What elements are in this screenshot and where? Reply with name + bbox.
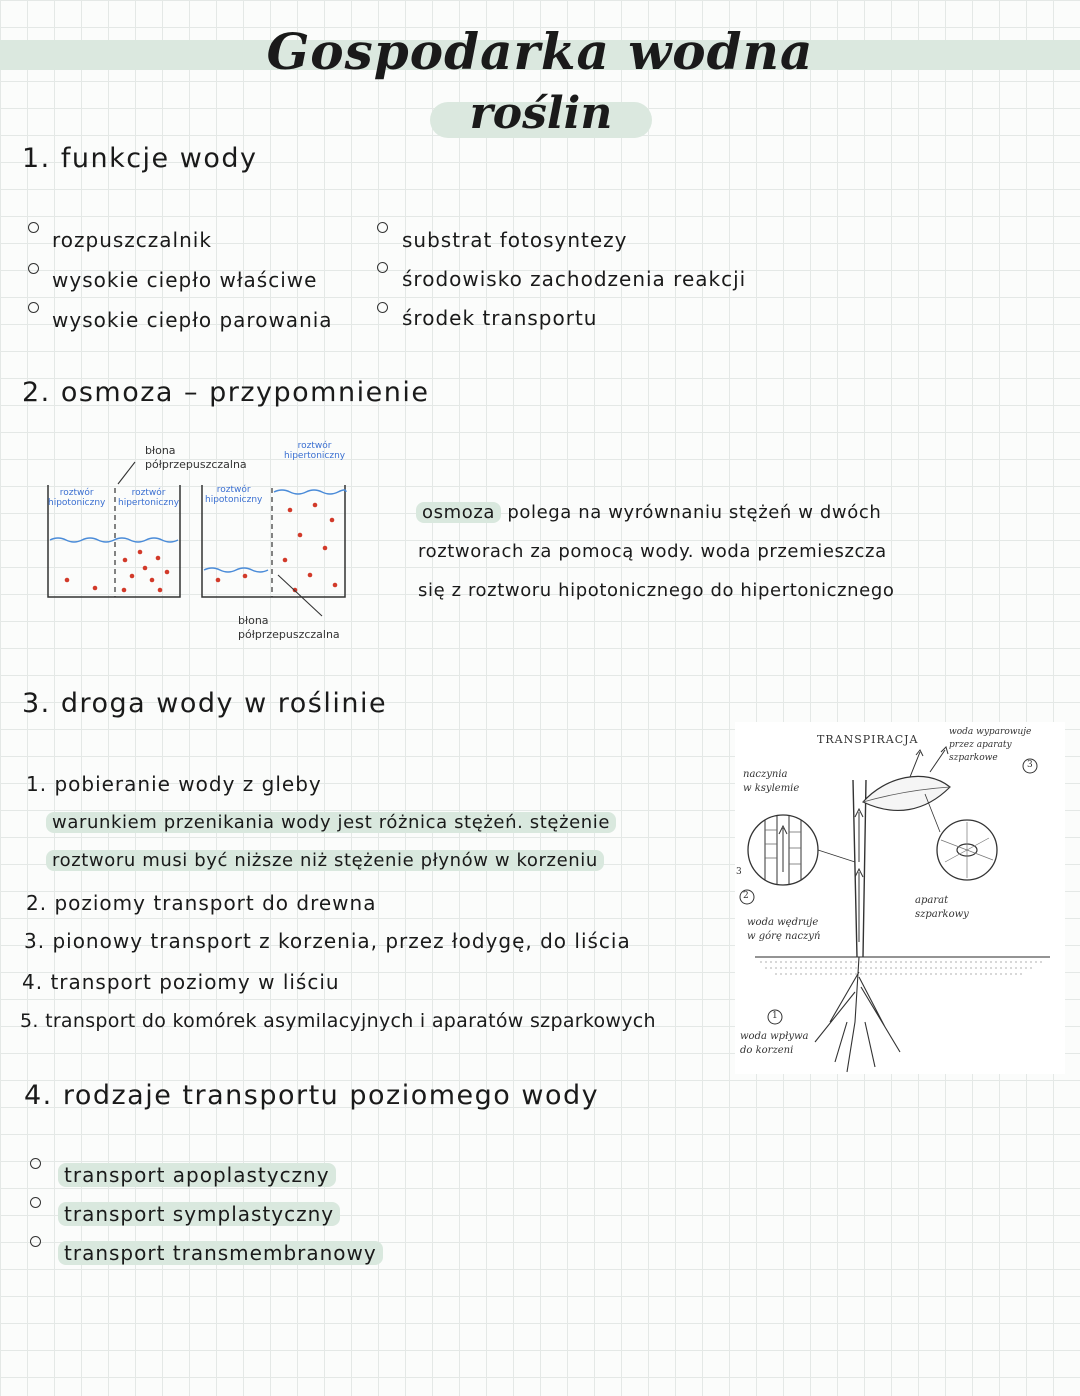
function-item: wysokie ciepło parowania <box>52 308 333 332</box>
bullet-icon <box>30 1197 41 1208</box>
function-item: rozpuszczalnik <box>52 228 212 252</box>
section3-heading: 3. droga wody w roślinie <box>22 688 388 719</box>
section1-heading: 1. funkcje wody <box>22 143 258 174</box>
function-item: wysokie ciepło właściwe <box>52 268 318 292</box>
bullet-icon <box>377 222 388 233</box>
route-step: 5. transport do komórek asymilacyjnych i aparatów szparkowych <box>20 1010 656 1032</box>
route-step: 1. pobieranie wody z gleby <box>26 772 322 796</box>
marker-3-left: 3 <box>736 867 742 877</box>
bullet-icon <box>28 302 39 313</box>
label-xylem-vessels: naczynia w ksylemie <box>743 769 800 794</box>
figure-title: TRANSPIRACJA <box>817 733 919 746</box>
transport-type: transport apoplastyczny <box>58 1163 336 1187</box>
function-item: substrat fotosyntezy <box>402 228 628 252</box>
bullet-icon <box>377 262 388 273</box>
route-step: 2. poziomy transport do drewna <box>26 891 377 915</box>
label-stoma: aparat szparkowy <box>915 895 969 920</box>
label-membrane-top: błona półprzepuszczalna <box>145 444 247 472</box>
bullet-icon <box>28 263 39 274</box>
label-hypertonic-top: roztwór hipertoniczny <box>284 441 346 461</box>
function-item: środowisko zachodzenia reakcji <box>402 267 747 291</box>
label-water-flows-in: woda wpływa do korzeni <box>740 1031 809 1056</box>
osmosis-text-line: osmoza polega na wyrównaniu stężeń w dwóch <box>416 502 881 523</box>
marker-2: 2 <box>743 891 749 901</box>
marker-1: 1 <box>772 1011 778 1021</box>
label-left-hypotonic: roztwór hipotoniczny <box>48 488 106 508</box>
route-note-line: roztworu musi być niższe niż stężenie płynów w korzeniu <box>46 850 604 871</box>
route-note-line: warunkiem przenikania wody jest różnica stężeń. stężenie <box>46 812 616 833</box>
label-water-evaporates: woda wyparowuje przez aparaty szparkowe <box>949 727 1032 764</box>
osmosis-text-line: roztworach za pomocą wody. woda przemieszcza <box>418 541 887 562</box>
transpiration-figure <box>735 722 1065 1074</box>
label-membrane-bottom: błona półprzepuszczalna <box>238 614 340 642</box>
section2-heading: 2. osmoza – przypomnienie <box>22 377 430 408</box>
label-water-moves-up: woda wędruje w górę naczyń <box>747 917 821 942</box>
marker-3-right: 3 <box>1027 760 1033 770</box>
transport-type: transport symplastyczny <box>58 1202 340 1226</box>
section4-heading: 4. rodzaje transportu poziomego wody <box>24 1080 600 1111</box>
bullet-icon <box>377 302 388 313</box>
page-title-line2: roślin <box>469 88 613 139</box>
function-item: środek transportu <box>402 306 598 330</box>
label-right-hypotonic: roztwór hipotoniczny <box>205 485 263 505</box>
bullet-icon <box>28 222 39 233</box>
label-left-hypertonic: roztwór hipertoniczny <box>118 488 180 508</box>
transport-type: transport transmembranowy <box>58 1241 383 1265</box>
route-step: 4. transport poziomy w liściu <box>22 970 340 994</box>
osmosis-text-line: się z roztworu hipotonicznego do hipertonicznego <box>418 580 895 601</box>
bullet-icon <box>30 1236 41 1247</box>
route-step: 3. pionowy transport z korzenia, przez łodygę, do liścia <box>24 929 631 953</box>
page-title-line1: Gospodarka wodna <box>266 22 814 81</box>
bullet-icon <box>30 1158 41 1169</box>
